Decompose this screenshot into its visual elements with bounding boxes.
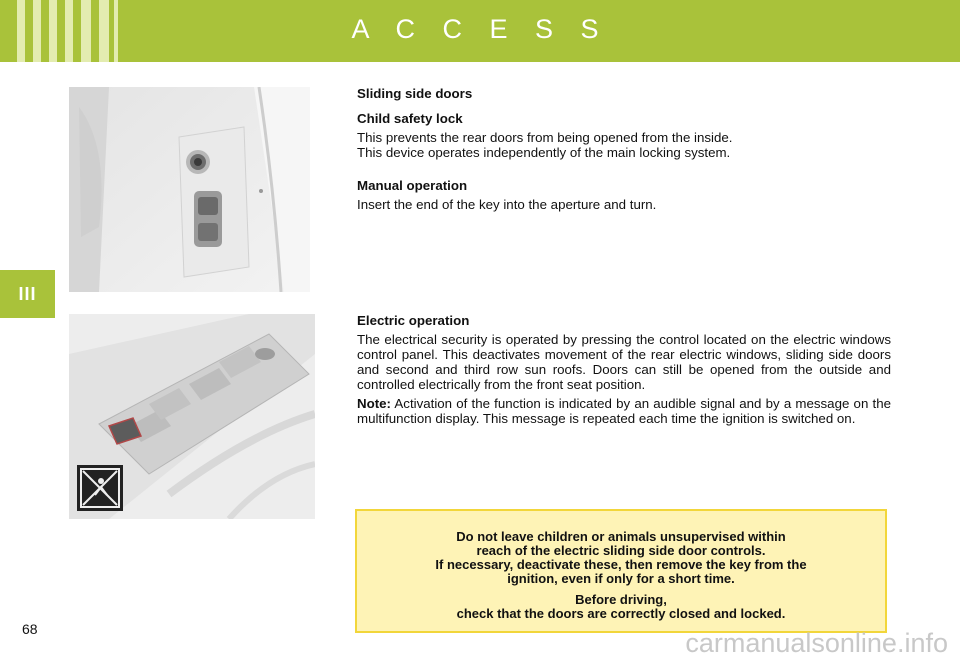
sliding-doors-section: [357, 86, 891, 212]
header-bar: [0, 0, 960, 62]
page-number: 68: [22, 621, 38, 637]
page-title: A C C E S S: [351, 14, 609, 44]
warning-box: [355, 509, 887, 633]
chapter-tab: III: [0, 270, 55, 318]
note-paragraph: [357, 396, 891, 426]
warning-line: reach of the electric sliding side door controls.: [476, 543, 766, 558]
watermark: carmanualsonline.info: [685, 628, 948, 658]
electric-operation-text: The electrical security is operated by pressing the control located on the electric windows control panel. This deactivates movement of the rear electric windows, sliding side doors and second and third row sun roofs. Doors can still be opened from the outside and controlled electrically from the front seat position.: [357, 332, 891, 392]
child-lock-heading: Child safety lock: [357, 111, 463, 126]
electric-operation-section: [357, 313, 891, 426]
control-panel-photo: [69, 314, 315, 519]
child-lock-text-2: This device operates independently of the main locking system.: [357, 145, 731, 160]
door-lock-photo: [69, 87, 310, 292]
note-label: Note:: [357, 396, 391, 411]
manual-operation-text: Insert the end of the key into the aperture and turn.: [357, 197, 657, 212]
section-title: Sliding side doors: [357, 86, 473, 101]
manual-operation-heading: Manual operation: [357, 178, 468, 193]
warning-line: check that the doors are correctly closed and locked.: [456, 606, 786, 621]
warning-line: Do not leave children or animals unsupervised within: [456, 529, 786, 544]
child-lock-text-1: This prevents the rear doors from being opened from the inside.: [357, 130, 733, 145]
child-lock-icon: [77, 465, 123, 511]
note-text: Activation of the function is indicated by an audible signal and by a message on the multifunction display. This message is repeated each time the ignition is switched on.: [357, 396, 891, 426]
warning-line: ignition, even if only for a short time.: [507, 571, 735, 586]
electric-operation-heading: Electric operation: [357, 313, 470, 328]
warning-line: Before driving,: [575, 592, 667, 607]
warning-line: If necessary, deactivate these, then remove the key from the: [435, 557, 807, 572]
